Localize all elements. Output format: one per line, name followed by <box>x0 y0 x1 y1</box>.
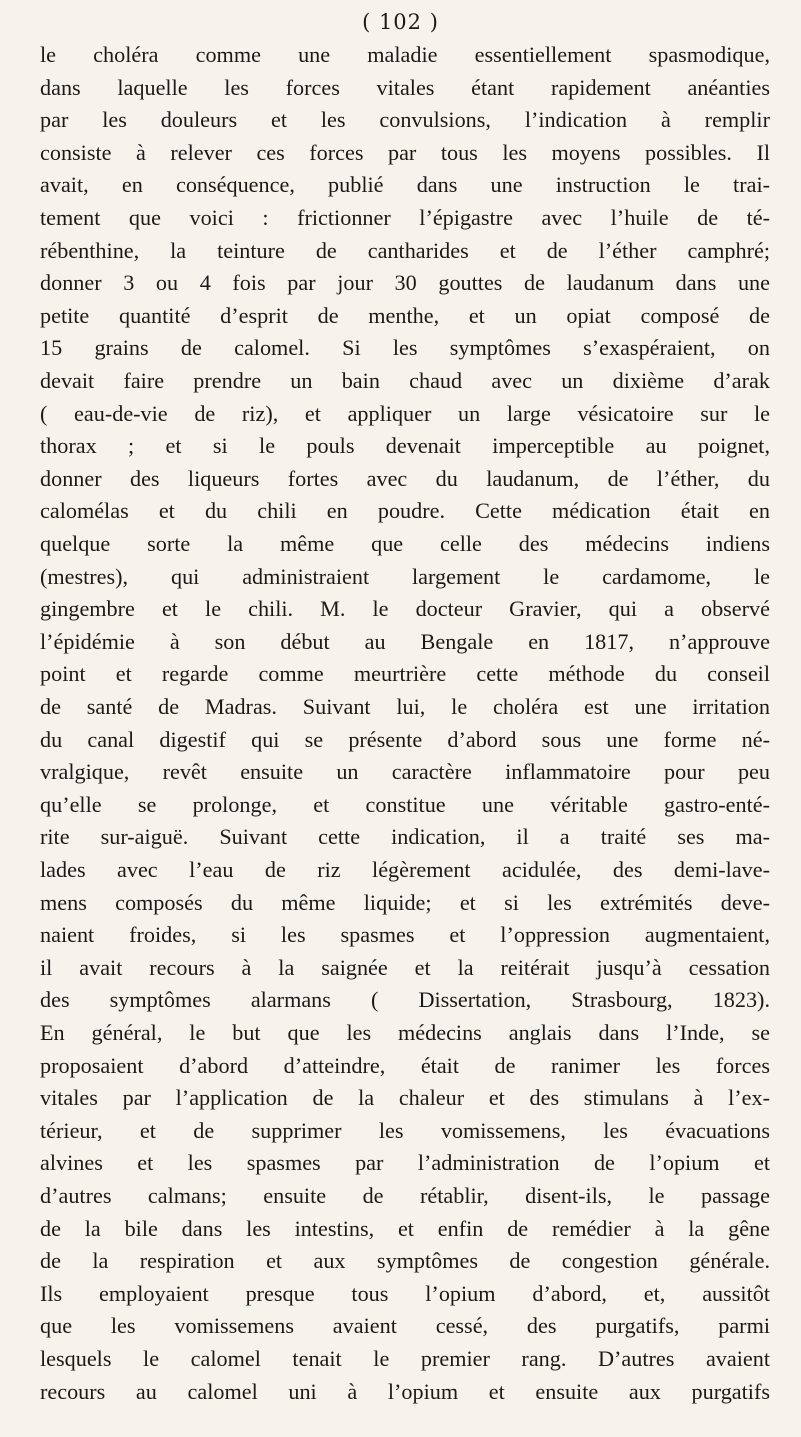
text-line: de santé de Madras. Suivant lui, le choléra est une irritation <box>40 694 770 719</box>
text-line: l’épidémie à son début au Bengale en 1817, n’approuve <box>40 628 770 654</box>
text-line: ( eau-de-vie de riz), et appliquer un large vésicatoire sur le <box>40 400 770 426</box>
text-line: thorax ; et si le pouls devenait imperceptible au poignet, <box>40 433 770 459</box>
text-line: de la respiration et aux symptômes de congestion générale. <box>40 1248 770 1274</box>
text-line: En général, le but que les médecins anglais dans l’Inde, se <box>40 1020 770 1045</box>
text-line: avait, en conséquence, publié dans une instruction le trai- <box>40 172 770 198</box>
text-line: tement que voici : frictionner l’épigastre avec l’huile de té- <box>40 205 770 230</box>
text-line: rébenthine, la teinture de cantharides et de l’éther camphré; <box>40 237 770 263</box>
text-line: vralgique, revêt ensuite un caractère inflammatoire pour peu <box>40 759 770 785</box>
text-line: lades avec l’eau de riz légèrement acidulée, des demi-lave- <box>40 857 770 882</box>
text-line: (mestres), qui administraient largement le cardamome, le <box>40 563 770 589</box>
text-line: recours au calomel uni à l’opium et ensuite aux purgatifs <box>40 1378 770 1404</box>
text-line: vitales par l’application de la chaleur et des stimulans à l’ex- <box>40 1085 770 1111</box>
text-line: térieur, et de supprimer les vomissemens, les évacuations <box>40 1117 770 1143</box>
page-number: ( 102 ) <box>362 10 439 34</box>
text-line: par les douleurs et les convulsions, l’indication à remplir <box>40 107 770 133</box>
text-line: point et regarde comme meurtrière cette méthode du conseil <box>40 661 770 687</box>
text-line: il avait recours à la saignée et la reitérait jusqu’à cessation <box>40 954 770 980</box>
text-line: consiste à relever ces forces par tous les moyens possibles. Il <box>40 139 770 165</box>
text-line: Ils employaient presque tous l’opium d’abord, et, aussitôt <box>40 1280 770 1306</box>
text-line: que les vomissemens avaient cessé, des purgatifs, parmi <box>40 1313 770 1339</box>
text-line: 15 grains de calomel. Si les symptômes s’exaspéraient, on <box>40 335 770 361</box>
text-line: donner 3 ou 4 fois par jour 30 gouttes de laudanum dans une <box>40 270 770 296</box>
text-line: proposaient d’abord d’atteindre, était de ranimer les forces <box>40 1052 770 1078</box>
text-line: des symptômes alarmans ( Dissertation, Strasbourg, 1823). <box>40 987 770 1013</box>
text-line: calomélas et du chili en poudre. Cette médication était en <box>40 498 770 524</box>
text-line: le choléra comme une maladie essentiellement spasmodique, <box>40 42 770 67</box>
text-line: de la bile dans les intestins, et enfin de remédier à la gêne <box>40 1215 770 1241</box>
text-line: donner des liqueurs fortes avec du laudanum, de l’éther, du <box>40 465 770 491</box>
text-line: dans laquelle les forces vitales étant rapidement anéanties <box>40 74 770 100</box>
text-line: mens composés du même liquide; et si les extrémités deve- <box>40 889 770 915</box>
text-line: quelque sorte la même que celle des médecins indiens <box>40 531 770 556</box>
text-line: gingembre et le chili. M. le docteur Gravier, qui a observé <box>40 596 770 622</box>
text-line: alvines et les spasmes par l’administration de l’opium et <box>40 1150 770 1176</box>
text-line: qu’elle se prolonge, et constitue une véritable gastro-enté- <box>40 791 770 817</box>
text-line: devait faire prendre un bain chaud avec un dixième d’arak <box>40 368 770 393</box>
text-line: d’autres calmans; ensuite de rétablir, disent-ils, le passage <box>40 1183 770 1208</box>
text-line: lesquels le calomel tenait le premier rang. D’autres avaient <box>40 1346 770 1371</box>
text-line: petite quantité d’esprit de menthe, et un opiat composé de <box>40 302 770 328</box>
text-line: du canal digestif qui se présente d’abord sous une forme né- <box>40 726 770 752</box>
text-line: rite sur-aiguë. Suivant cette indication, il a traité ses ma- <box>40 824 770 850</box>
text-line: naient froides, si les spasmes et l’oppression augmentaient, <box>40 922 770 948</box>
